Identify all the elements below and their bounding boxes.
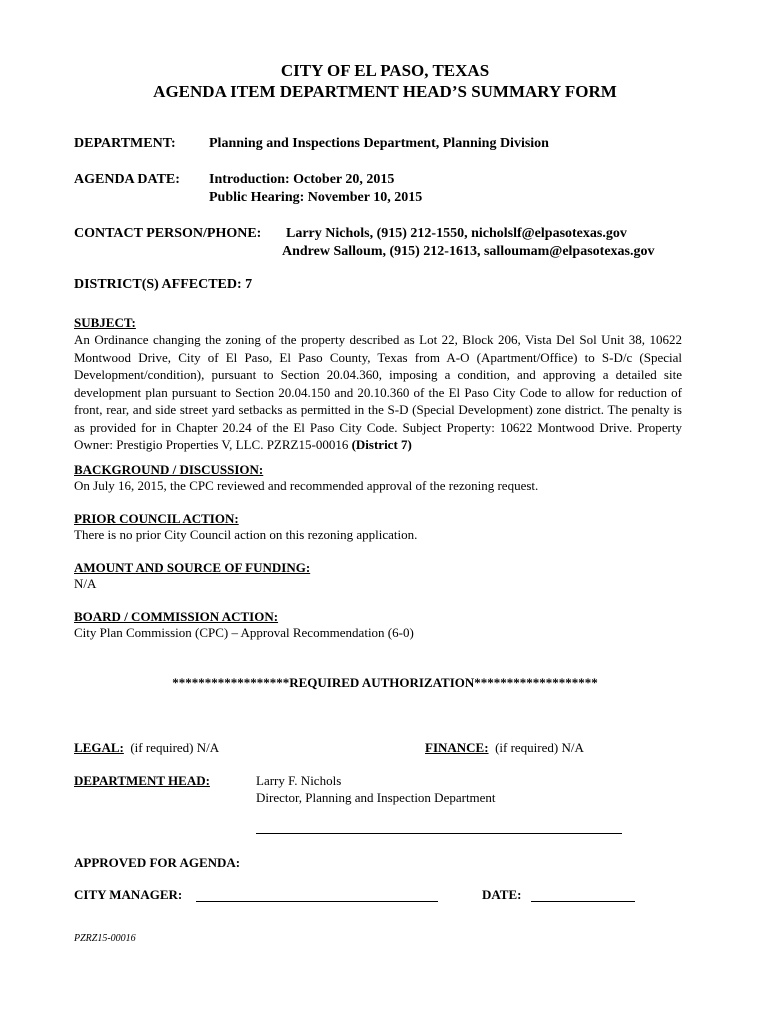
funding-body: N/A <box>74 576 97 591</box>
department-value: Planning and Inspections Department, Planning Division <box>209 136 549 151</box>
legal-label: LEGAL: <box>74 740 124 755</box>
department-label: DEPARTMENT: <box>74 136 176 151</box>
city-manager-signature-line <box>196 901 438 902</box>
board-heading: BOARD / COMMISSION ACTION: <box>74 609 279 624</box>
date-signature-line <box>531 901 635 902</box>
footer-reference: PZRZ15-00016 <box>74 933 136 944</box>
public-hearing-date: Public Hearing: November 10, 2015 <box>209 190 423 205</box>
agenda-date-label: AGENDA DATE: <box>74 172 180 187</box>
introduction-date: Introduction: October 20, 2015 <box>209 172 395 187</box>
date-label: DATE: <box>482 887 522 902</box>
contact-person-1: Larry Nichols, (915) 212-1550, nicholslf@elpasotexas.gov <box>286 226 627 241</box>
approved-for-agenda-label: APPROVED FOR AGENDA: <box>74 855 241 870</box>
department-head-name: Larry F. Nichols <box>256 773 342 788</box>
subject-body <box>74 331 682 454</box>
district-tag: (District 7) <box>351 437 412 452</box>
department-head-signature-line <box>256 833 622 834</box>
required-authorization-banner: ******************REQUIRED AUTHORIZATION******************* <box>172 675 598 690</box>
background-heading: BACKGROUND / DISCUSSION: <box>74 462 264 477</box>
legal-row <box>74 740 219 756</box>
department-head-title: Director, Planning and Inspection Department <box>256 790 496 805</box>
document-title-line2: AGENDA ITEM DEPARTMENT HEAD’S SUMMARY FORM <box>153 82 617 101</box>
document-title-line1: CITY OF EL PASO, TEXAS <box>280 61 490 80</box>
contact-label: CONTACT PERSON/PHONE: <box>74 226 262 241</box>
background-body: On July 16, 2015, the CPC reviewed and recommended approval of the rezoning request. <box>74 478 539 493</box>
districts-affected: DISTRICT(S) AFFECTED: 7 <box>74 277 253 292</box>
finance-label: FINANCE: <box>425 740 489 755</box>
finance-row <box>425 740 584 756</box>
contact-person-2: Andrew Salloum, (915) 212-1613, salloumam@elpasotexas.gov <box>282 244 655 259</box>
finance-value: (if required) N/A <box>495 740 584 755</box>
prior-action-heading: PRIOR COUNCIL ACTION: <box>74 511 239 526</box>
subject-text: An Ordinance changing the zoning of the property described as Lot 22, Block 206, Vista Del Sol Unit 38, 10622 Montwood Drive, City of El Paso, El Paso County, Texas from A-O (Apartment/Office) to S-D/c (Special Development/condition), pursuant to Section 20.04.360, imposing a condition, and approving a detailed site development plan pursuant to Section 20.04.150 and 20.10.360 of the El Paso City Code to allow for reduction of front, rear, and side street yard setbacks as permitted in the S-D (Special Development) zone district. The penalty is as provided for in Chapter 20.24 of the El Paso City Code. Subject Property: 10622 Montwood Drive. Property Owner: Prestigio Properties V, LLC. PZRZ15-00016 <box>74 332 682 452</box>
city-manager-label: CITY MANAGER: <box>74 887 183 902</box>
department-head-label: DEPARTMENT HEAD: <box>74 773 210 788</box>
prior-action-body: There is no prior City Council action on this rezoning application. <box>74 527 418 542</box>
legal-value: (if required) N/A <box>130 740 220 755</box>
funding-heading: AMOUNT AND SOURCE OF FUNDING: <box>74 560 311 575</box>
board-body: City Plan Commission (CPC) – Approval Recommendation (6-0) <box>74 625 414 640</box>
subject-heading: SUBJECT: <box>74 315 136 330</box>
